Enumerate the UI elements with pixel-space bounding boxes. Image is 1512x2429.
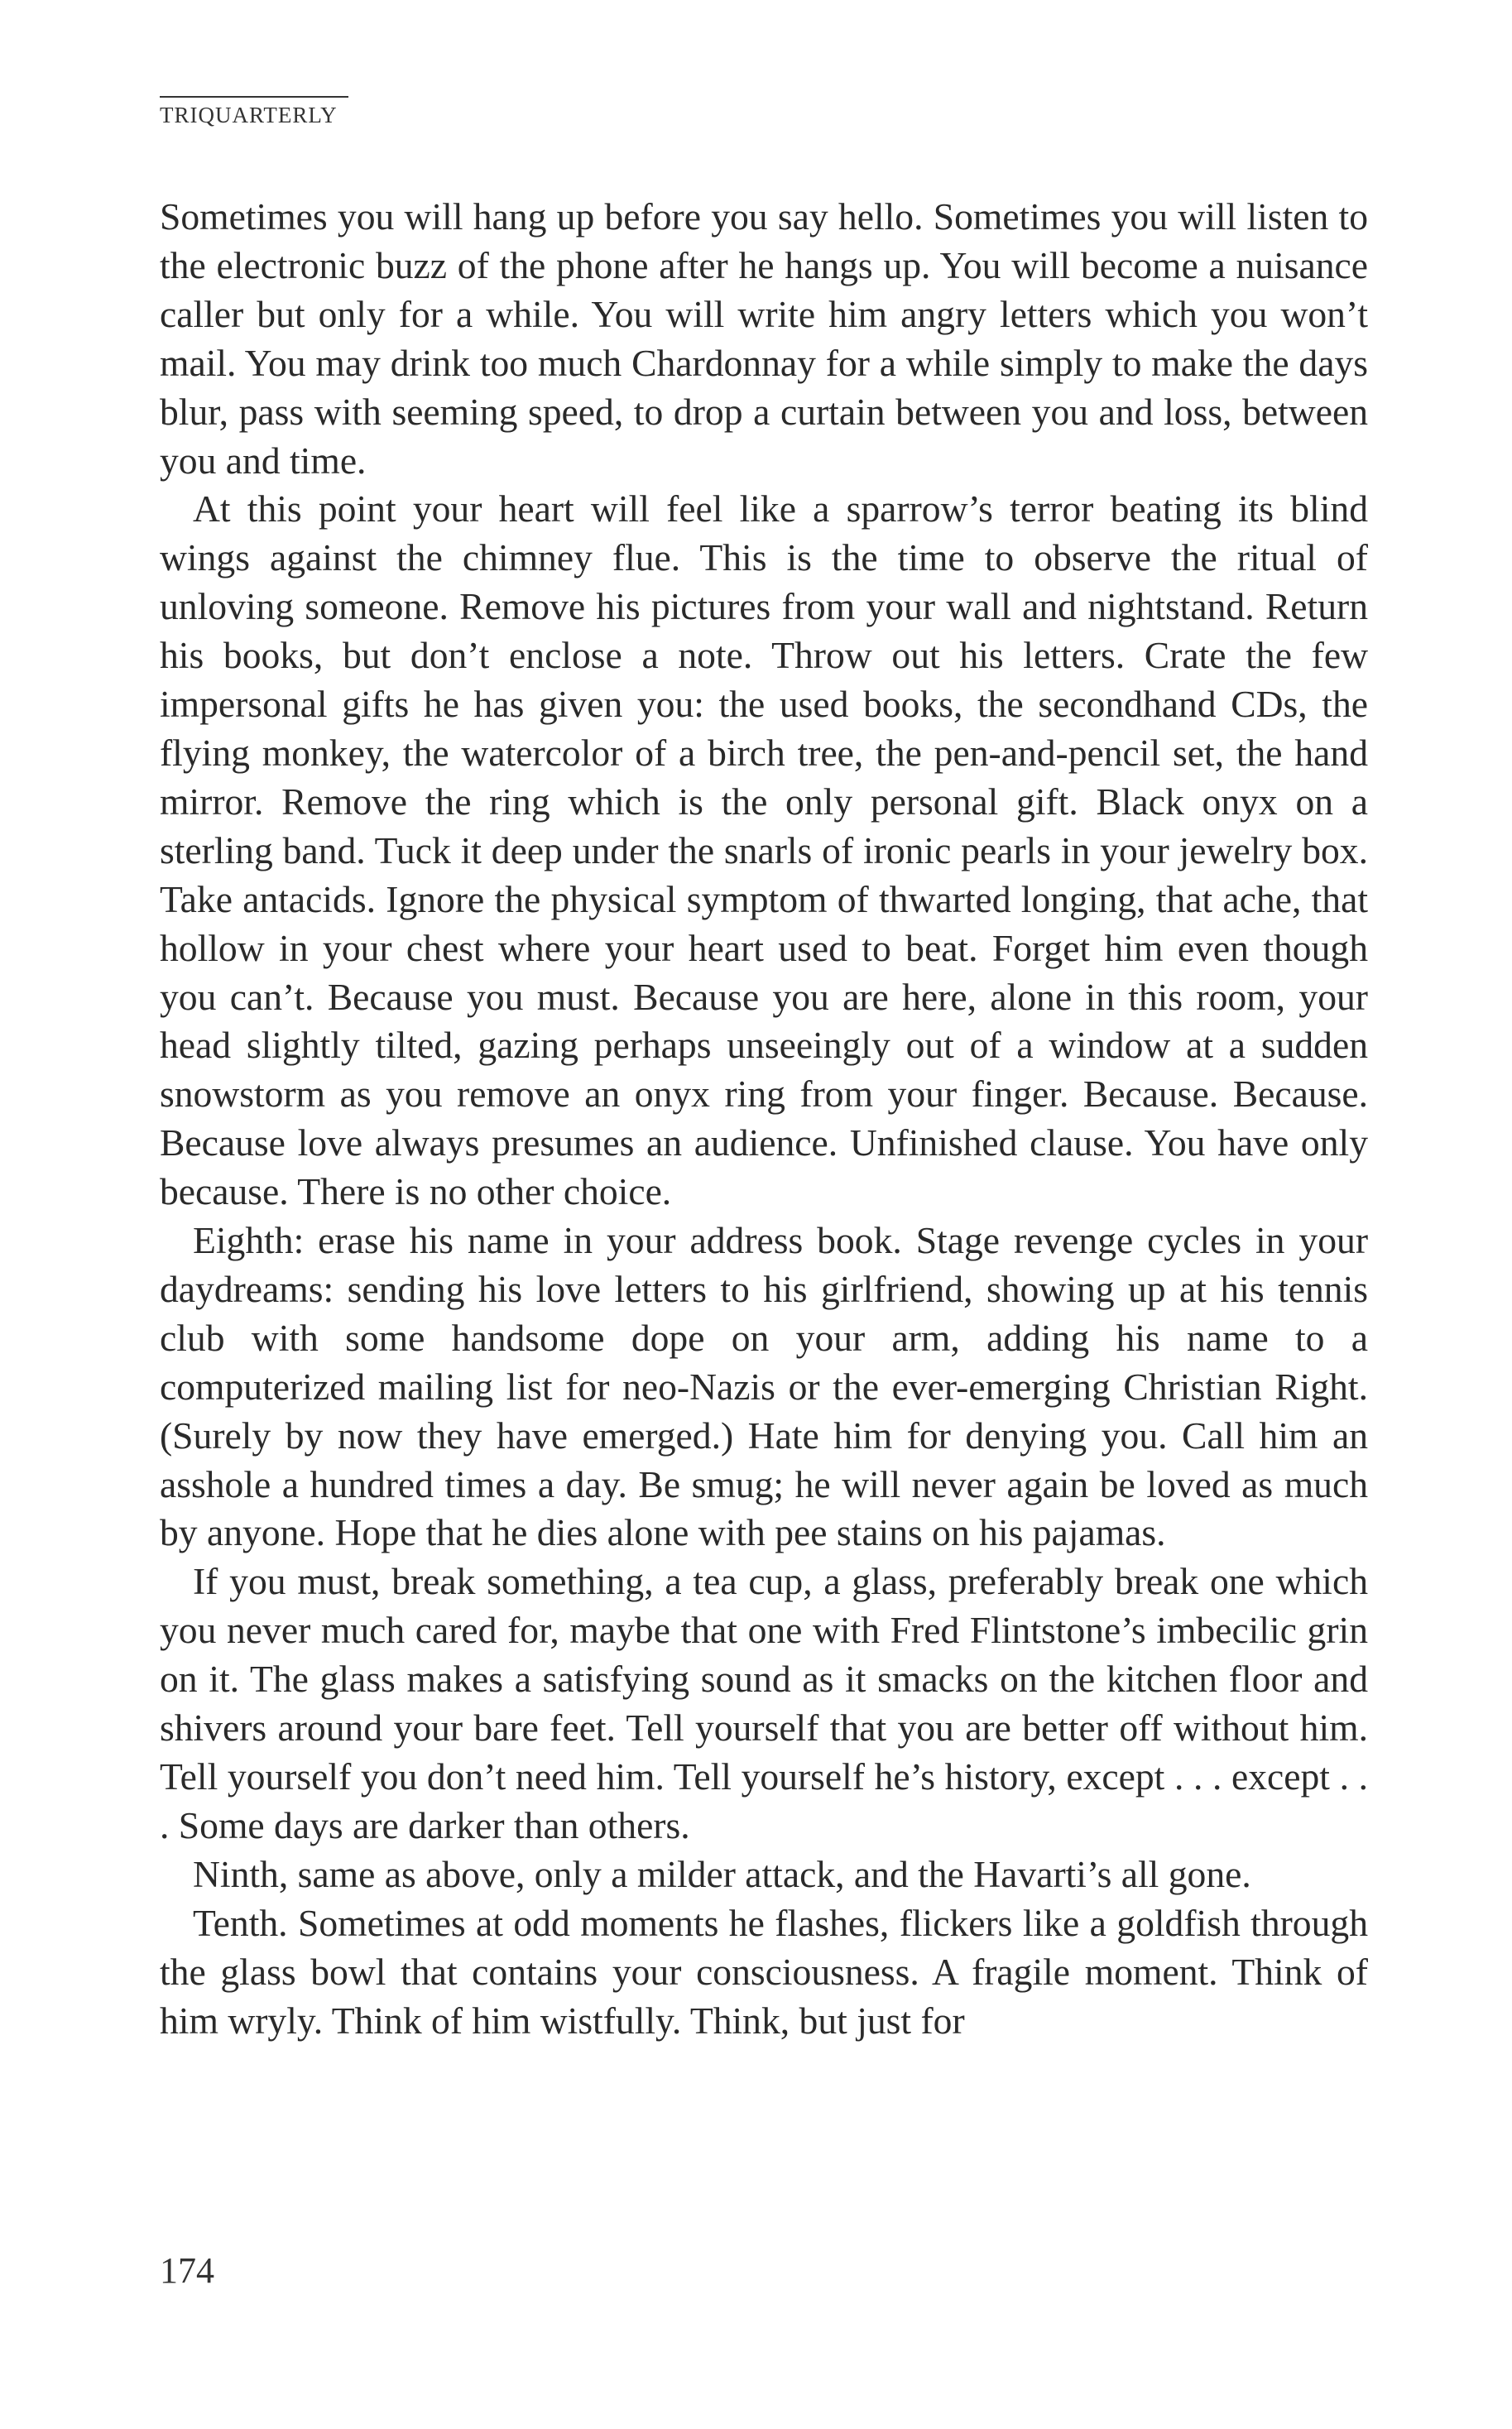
paragraph: Ninth, same as above, only a milder attack, and the Havarti’s all gone. bbox=[193, 1852, 1251, 1895]
paragraph: If you must, break something, a tea cup, a glass, preferably break one which you never much cared for, maybe that one with Fred Flintstone’s imbecilic grin on it. The glass makes a satisfying sound as it smacks on the kitchen floor and shivers around your bare feet. Tell yourself that you are better off without him. Tell yourself you don’t need him. Tell yourself he’s history, except . . . except . . . Some days are darker than others. bbox=[160, 1560, 1368, 1846]
header-rule bbox=[160, 96, 348, 98]
paragraph: Sometimes you will hang up before you say hello. Sometimes you will listen to the electronic buzz of the phone after he hangs up. You will become a nuisance caller but only for a while. You will write him angry letters which you won’t mail. You may drink too much Chardonnay for a while simply to make the days blur, pass with seeming speed, to drop a curtain between you and loss, between you and time. bbox=[160, 195, 1368, 482]
running-head: TRIQUARTERLY bbox=[160, 103, 338, 127]
paragraph: Eighth: erase his name in your address book. Stage revenge cycles in your daydreams: sending his love letters to his girlfriend, showing up at his tennis club with some handsome dope on your arm, adding his name to a computerized mailing list for neo-Nazis or the ever-emerging Christian Right. (Surely by now they have emerged.) Hate him for denying you. Call him an asshole a hundred times a day. Be smug; he will never again be loved as much by anyone. Hope that he dies alone with pee stains on his pajamas. bbox=[160, 1219, 1368, 1554]
paragraph: At this point your heart will feel like a sparrow’s terror beating its blind wings against the chimney flue. This is the time to observe the ritual of unloving someone. Remove his pictures from your wall and nightstand. Return his books, but don’t enclose a note. Throw out his letters. Crate the few impersonal gifts he has given you: the used books, the secondhand CDs, the flying monkey, the watercolor of a birch tree, the pen-and-pencil set, the hand mirror. Remove the ring which is the only personal gift. Black onyx on a sterling band. Tuck it deep under the snarls of ironic pearls in your jewelry box. Take antacids. Ignore the physical symptom of thwarted longing, that ache, that hollow in your chest where your heart used to beat. Forget him even though you can’t. Because you must. Because you are here, alone in this room, your head slightly tilted, gazing perhaps unseeingly out of a window at a sudden snowstorm as you remove an onyx ring from your finger. Because. Because. Because love always presumes an audience. Unfinished clause. You have only because. There is no other choice. bbox=[160, 487, 1368, 1213]
page-number: 174 bbox=[160, 2250, 214, 2291]
body-text bbox=[160, 193, 1368, 2045]
paragraph: Tenth. Sometimes at odd moments he flashes, flickers like a goldfish through the glass bowl that contains your consciousness. A fragile moment. Think of him wryly. Think of him wistfully. Think, but just for bbox=[160, 1901, 1368, 2042]
